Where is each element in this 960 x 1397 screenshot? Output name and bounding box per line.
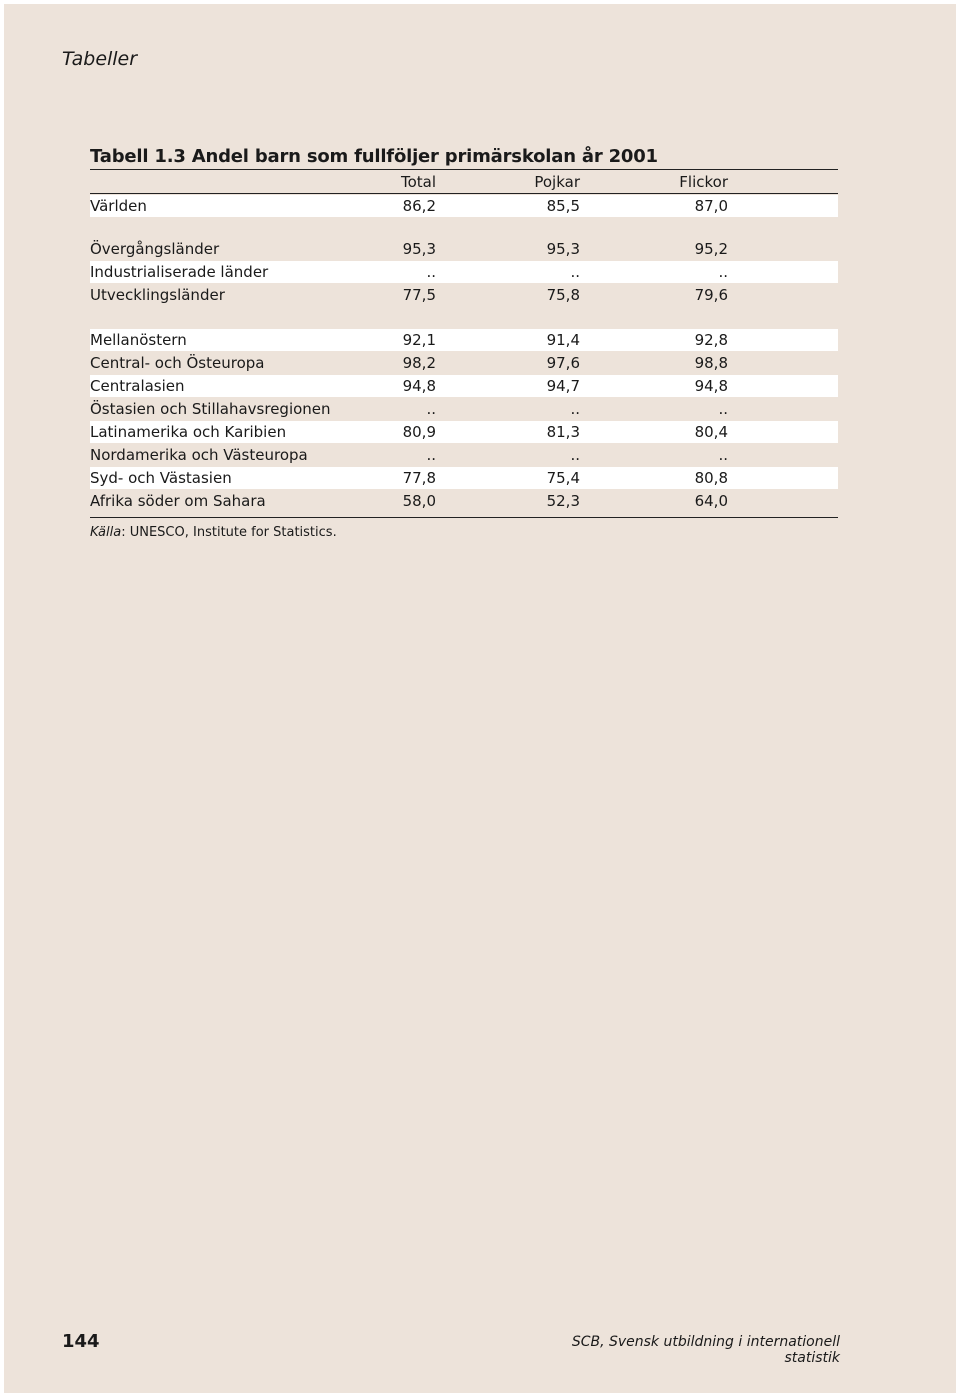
cell-pojkar: 81,3: [546, 423, 580, 441]
cell-total: ..: [426, 400, 436, 418]
cell-flickor: 94,8: [694, 377, 728, 395]
cell-total: 92,1: [402, 331, 436, 349]
row-label: Latinamerika och Karibien: [90, 423, 287, 441]
col-header-total: Total: [400, 173, 436, 191]
table-source-note: [90, 525, 337, 540]
table-row: [90, 261, 838, 283]
cell-total: 95,3: [402, 240, 436, 258]
table-row: [90, 421, 838, 443]
cell-flickor: ..: [718, 400, 728, 418]
page: [4, 4, 956, 1393]
cell-flickor: ..: [718, 446, 728, 464]
table-header-row: [90, 171, 838, 193]
table-row: [90, 398, 838, 420]
table-row: [90, 444, 838, 466]
cell-pojkar: 95,3: [546, 240, 580, 258]
table-row: [90, 352, 838, 374]
cell-flickor: 80,8: [694, 469, 728, 487]
row-label: Mellanöstern: [90, 331, 187, 349]
table-row: [90, 238, 838, 260]
table-row: [90, 284, 838, 306]
cell-flickor: 92,8: [694, 331, 728, 349]
table-bottom-rule: [90, 517, 838, 518]
section-heading: Tabeller: [62, 48, 138, 70]
cell-total: ..: [426, 263, 436, 281]
row-label: Industrialiserade länder: [90, 263, 269, 281]
cell-total: 77,5: [402, 286, 436, 304]
col-header-flickor: Flickor: [679, 173, 728, 191]
page-number: 144: [62, 1331, 100, 1352]
row-label: Centralasien: [90, 377, 185, 395]
table-row: [90, 467, 838, 489]
cell-pojkar: 75,4: [546, 469, 580, 487]
row-label: Syd- och Västasien: [90, 469, 232, 487]
col-header-pojkar: Pojkar: [534, 173, 580, 191]
cell-total: 98,2: [402, 354, 436, 372]
table-row: [90, 329, 838, 351]
cell-flickor: ..: [718, 263, 728, 281]
table-title: Tabell 1.3 Andel barn som fullföljer primärskolan år 2001: [90, 146, 658, 167]
row-label: Nordamerika och Västeuropa: [90, 446, 308, 464]
row-label: Central- och Östeuropa: [90, 354, 265, 372]
cell-flickor: 80,4: [694, 423, 728, 441]
publication-footer: SCB, Svensk utbildning i internationell statistik: [571, 1334, 840, 1366]
cell-pojkar: 94,7: [546, 377, 580, 395]
row-label: Afrika söder om Sahara: [90, 492, 266, 510]
table-header-rule: [90, 193, 838, 194]
source-text: : UNESCO, Institute for Statistics.: [121, 525, 337, 540]
table-row: [90, 490, 838, 512]
row-label: Utvecklingsländer: [90, 286, 225, 304]
cell-total: 86,2: [402, 197, 436, 215]
cell-total: ..: [426, 446, 436, 464]
cell-pojkar: 85,5: [546, 197, 580, 215]
table-row: [90, 195, 838, 217]
cell-total: 94,8: [402, 377, 436, 395]
cell-total: 77,8: [402, 469, 436, 487]
cell-pojkar: 91,4: [546, 331, 580, 349]
source-label: Källa: [90, 525, 122, 540]
cell-flickor: 87,0: [694, 197, 728, 215]
cell-pojkar: 52,3: [546, 492, 580, 510]
row-label: Östasien och Stillahavsregionen: [90, 400, 331, 418]
table-row: [90, 375, 838, 397]
row-label: Världen: [90, 197, 147, 215]
row-label: Övergångsländer: [90, 240, 220, 258]
cell-pojkar: ..: [570, 400, 580, 418]
cell-total: 80,9: [402, 423, 436, 441]
cell-pojkar: 75,8: [546, 286, 580, 304]
cell-total: 58,0: [402, 492, 436, 510]
cell-pojkar: ..: [570, 446, 580, 464]
cell-flickor: 98,8: [694, 354, 728, 372]
table-top-rule: [90, 169, 838, 170]
cell-flickor: 95,2: [694, 240, 728, 258]
cell-pojkar: ..: [570, 263, 580, 281]
cell-flickor: 64,0: [694, 492, 728, 510]
cell-pojkar: 97,6: [546, 354, 580, 372]
cell-flickor: 79,6: [694, 286, 728, 304]
